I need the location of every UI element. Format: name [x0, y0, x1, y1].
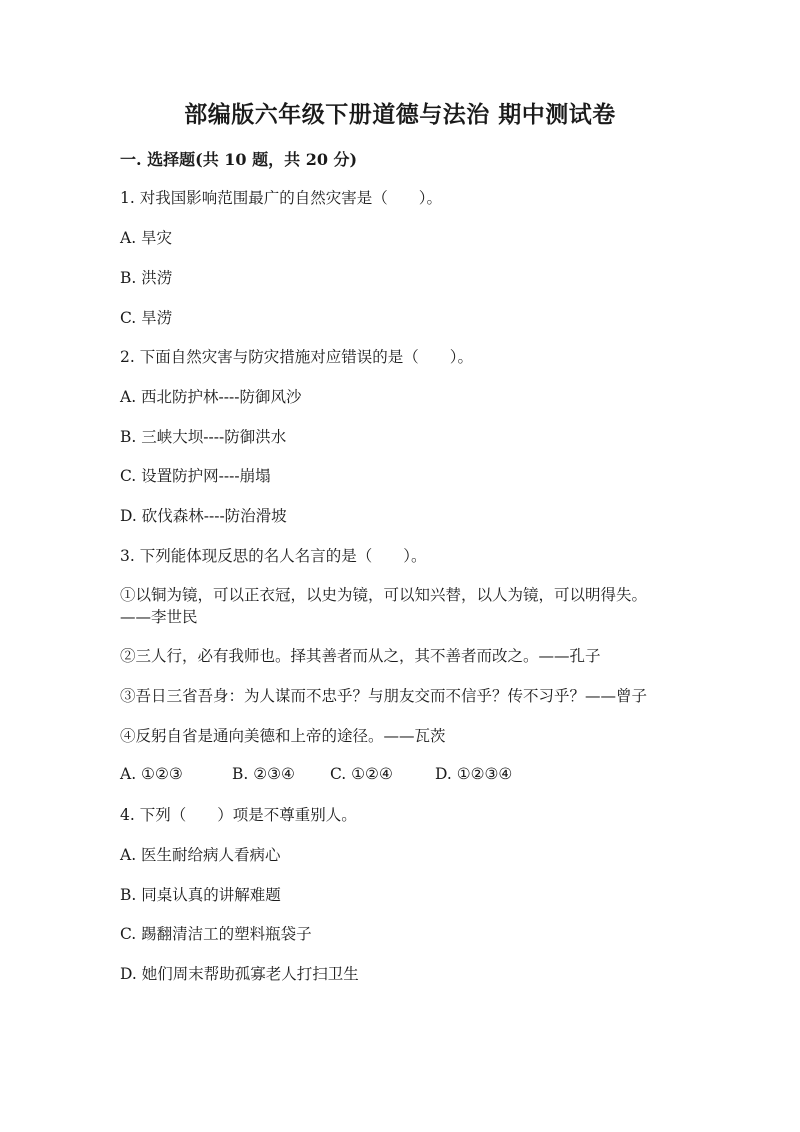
question-3-stem: 3. 下列能体现反思的名人名言的是（ ）。 — [120, 547, 427, 565]
question-3-option-a: A. ①②③ — [120, 765, 183, 783]
question-3-statement-4: ④反躬自省是通向美德和上帝的途径。——瓦茨 — [120, 727, 446, 745]
question-4-option-c: C. 踢翻清洁工的塑料瓶袋子 — [120, 925, 312, 943]
question-1-option-c: C. 旱涝 — [120, 309, 173, 327]
question-4-stem: 4. 下列（ ）项是不尊重别人。 — [120, 806, 357, 824]
question-3-statement-1-author: ——李世民 — [120, 608, 198, 626]
question-3-options — [120, 765, 512, 783]
question-4-option-d: D. 她们周末帮助孤寡老人打扫卫生 — [120, 965, 359, 983]
question-4-option-b: B. 同桌认真的讲解难题 — [120, 886, 281, 904]
question-2-option-b: B. 三峡大坝----防御洪水 — [120, 428, 287, 446]
question-1-stem: 1. 对我国影响范围最广的自然灾害是（ ）。 — [120, 189, 442, 207]
question-3-statement-1: ①以铜为镜，可以正衣冠，以史为镜，可以知兴替，以人为镜，可以明得失。 — [120, 586, 648, 604]
question-1-option-b: B. 洪涝 — [120, 269, 173, 287]
question-2-stem: 2. 下面自然灾害与防灾措施对应错误的是（ ）。 — [120, 348, 473, 366]
question-2-option-d: D. 砍伐森林----防治滑坡 — [120, 507, 287, 525]
question-3-statement-3: ③吾日三省吾身：为人谋而不忠乎？与朋友交而不信乎？传不习乎？——曾子 — [120, 687, 648, 705]
question-4-option-a: A. 医生耐给病人看病心 — [120, 846, 281, 864]
question-3-option-c: C. ①②④ — [330, 765, 393, 783]
question-3-option-d: D. ①②③④ — [435, 765, 513, 783]
question-2-option-a: A. 西北防护林----防御风沙 — [120, 388, 302, 406]
question-1-option-a: A. 旱灾 — [120, 229, 173, 247]
page-title: 部编版六年级下册道德与法治 期中测试卷 — [184, 101, 616, 128]
section-heading: 一. 选择题(共 10 题，共 20 分) — [120, 150, 358, 169]
question-3-option-b: B. ②③④ — [232, 765, 295, 783]
question-2-option-c: C. 设置防护网----崩塌 — [120, 467, 271, 485]
question-3-statement-2: ②三人行，必有我师也。择其善者而从之，其不善者而改之。——孔子 — [120, 647, 601, 665]
